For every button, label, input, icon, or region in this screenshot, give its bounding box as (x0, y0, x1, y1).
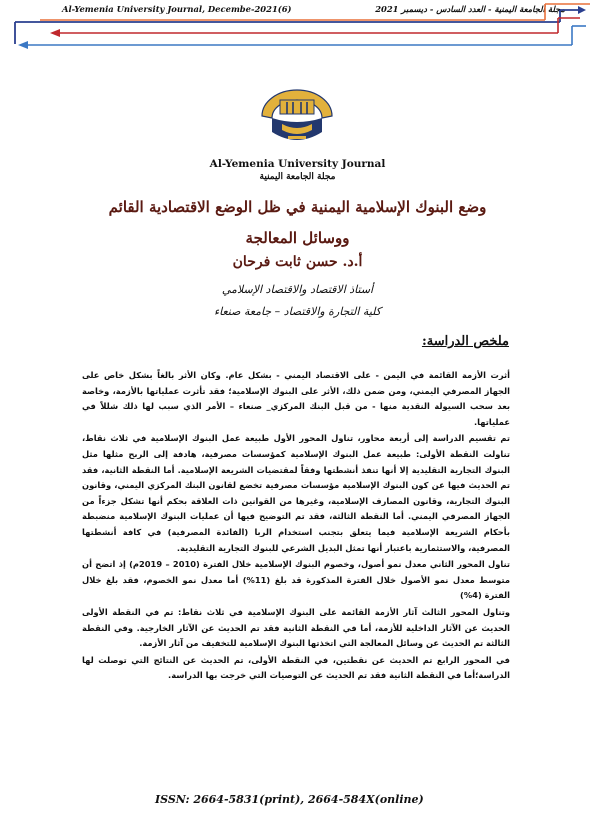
author-affiliation-institution: كلية التجارة والاقتصاد – جامعة صنعاء (213, 305, 382, 318)
red-bar (50, 18, 580, 37)
header-decoration (0, 0, 595, 60)
abstract-paragraph: وتناول المحور الثالث آثار الأزمة القائمة على البنوك الإسلامية في ثلاث نقاط: تم في النقطة الأولى الحديث عن الآثار الداخلية للأزمة، أما في النقطة الثانية فقد تم الحديث عن الآثار الخارجية. وفي النقطة الثالثة تم الحديث عن وسائل المعالجة التي اتخذتها البنوك الإسلامية للتخفيف من آثار الأزمة. (82, 606, 510, 649)
journal-name-ar: مجلة الجامعة اليمنية (259, 172, 336, 182)
author-name: أ.د. حسن ثابت فرحان (232, 254, 363, 270)
paper-title-line2: ووسائل المعالجة (245, 229, 350, 247)
blue-bar (18, 26, 586, 49)
navy-bar (15, 6, 586, 44)
orange-bar (40, 4, 590, 20)
abstract-paragraph: تم تقسيم الدراسة إلى أربعة محاور، تناول المحور الأول طبيعة عمل البنوك الإسلامية في ثلاث نقاط، تناولت النقطة الأولى: طبيعة عمل البنوك الإسلامية كمؤسسات مصرفية، هادفة إلى الربح مثلها مثل البنوك التجارية التقليدية إلا أنها تنفذ أنشطتها وفقاً لمقتضيات الشريعة الإسلامية. أما النقطة الثانية، فقد تم الحديث فيها عن كون البنوك الإسلامية مؤسسات مصرفية تخضع لقانون البنك المركزي اليمني، وقانون البنوك التجارية، وقانون المصارف الإسلامية، وغيرها من القوانين ذات العلاقة بحكم أنها تشكل جزءاً من الجهاز المصرفي اليمني. أما النقطة الثالثة، فقد تم التوضيح فيها أن عمليات البنوك الإسلامية منضبطة بأحكام الشريعة الإسلامية فيما يتعلق بتجنب استخدام الربا (الفائدة المصرفية) في كافة أنشطتها المصرفية، والاستثمارية باعتبار أنها تمثل البديل الشرعي للبنوك التجارية التقليدية. (82, 433, 510, 553)
abstract-paragraph: في المحور الرابع تم الحديث عن نقطتين، في النقطة الأولى، تم الحديث عن النتائج التي توصلت لها الدراسة؛أما في النقطة الثانية فقد تم الحديث عن التوصيات التي خرجت بها الدراسة. (82, 654, 510, 681)
abstract-heading: ملخص الدراسة: (421, 334, 509, 349)
header-journal-issue-ar: مجلة الجامعة اليمنية - العدد السادس - ديسمبر 2021 (375, 4, 565, 14)
abstract-body (82, 368, 510, 685)
header-journal-issue-en: Al-Yemenia University Journal, Decembe-2021(6) (62, 4, 292, 14)
abstract-paragraph: تناول المحور الثاني معدل نمو أصول، وخصوم البنوك الإسلامية خلال الفترة (2010 – 2019م) إذ اتضح أن متوسط معدل نمو الأصول خلال الفترة المذكورة قد بلغ (11%) أما معدل نمو الخصوم، فقد بلغ خلال الفترة (4%) (82, 559, 510, 601)
issn-footer: ISSN: 2664-5831(print), 2664-584X(online) (155, 793, 424, 806)
author-affiliation-title: أستاذ الاقتصاد والاقتصاد الإسلامي (221, 283, 374, 296)
journal-name-en: Al-Yemenia University Journal (209, 158, 386, 170)
yemenia-university-emblem-icon (258, 82, 336, 148)
paper-title-line1: وضع البنوك الإسلامية اليمنية في ظل الوضع الاقتصادية القائم (108, 198, 487, 216)
abstract-paragraph: أثرت الأزمة القائمة في اليمن - على الاقتصاد اليمني - بشكل عام. وكان الأثر بالغاً بشكل خاص على الجهاز المصرفي اليمني، ومن ضمن ذلك، الأثر على البنوك الإسلامية؛ فقد تأثرت عملياتها بالأزمة، وخاصة بعد سحب السيولة النقدية منها - من قبل البنك المركزي_ صنعاء – الأمر الذي سبب لها ذلك شللاً في عملياتها. (82, 370, 510, 427)
